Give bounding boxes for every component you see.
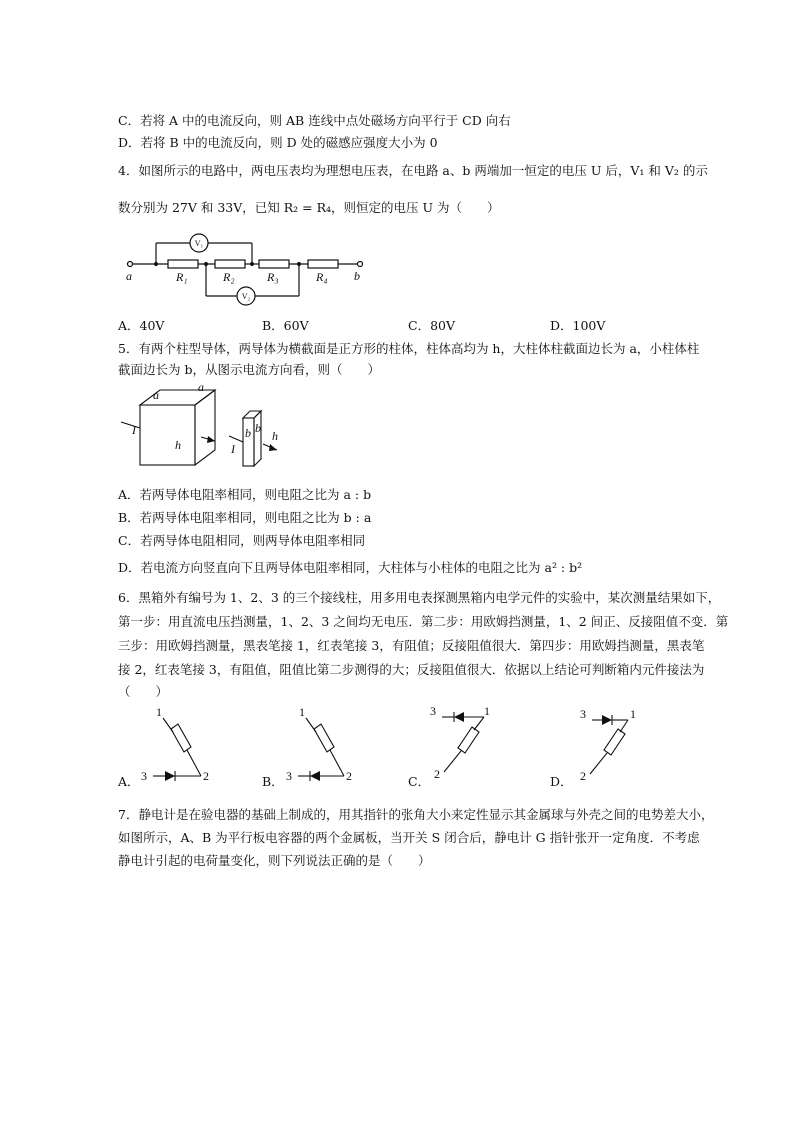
label-h-small: h bbox=[272, 429, 278, 443]
q5-option-b: B．若两导体电阻率相同，则电阻之比为 b : a bbox=[118, 510, 372, 525]
resistor-b bbox=[314, 724, 334, 752]
label-b-side: b bbox=[255, 421, 261, 435]
label-h: h bbox=[175, 438, 181, 452]
q6-figure-b bbox=[282, 702, 352, 788]
label-i: I bbox=[132, 423, 136, 437]
diode-d bbox=[602, 715, 612, 725]
terminal-b bbox=[358, 262, 363, 267]
svg-text:2: 2 bbox=[434, 767, 440, 781]
q5-conductor-diagram bbox=[118, 382, 298, 472]
resistor-r1 bbox=[168, 260, 198, 268]
q7-stem-line2: 如图所示，A、B 为平行板电容器的两个金属板，当开关 S 闭合后，静电计 G 指针张开一定角度．不考虑 bbox=[118, 830, 700, 845]
q6-stem-line4: 接 2，红表笔接 3，有阻值，阻值比第二步测得的大；反接阻值很大．依据以上结论可判断箱内元件接法为 bbox=[118, 662, 705, 677]
terminal-a bbox=[128, 262, 133, 267]
label-r3: R₃ bbox=[267, 270, 279, 284]
svg-text:2: 2 bbox=[580, 769, 586, 783]
label-a: a bbox=[126, 269, 132, 283]
svg-text:1: 1 bbox=[484, 704, 490, 718]
q4-stem-line2: 数分别为 27V 和 33V，已知 R₂ = R₄，则恒定的电压 U 为（ ） bbox=[118, 200, 500, 215]
q4-stem-line1: 4．如图所示的电路中，两电压表均为理想电压表，在电路 a、b 两端加一恒定的电压 U 后，V₁ 和 V₂ 的示 bbox=[118, 163, 708, 178]
svg-text:2: 2 bbox=[203, 769, 209, 783]
q6-figure-a bbox=[135, 702, 209, 788]
q3-option-c: C．若将 A 中的电流反向，则 AB 连线中点处磁场方向平行于 CD 向右 bbox=[118, 113, 511, 128]
q6-option-d-label: D． bbox=[550, 774, 573, 789]
q5-option-a: A．若两导体电阻率相同，则电阻之比为 a : b bbox=[118, 487, 372, 502]
big-cube-side bbox=[195, 390, 215, 465]
label-b-front: b bbox=[245, 426, 251, 440]
q5-stem-line2: 截面边长为 b，从图示电流方向看，则（ ） bbox=[118, 362, 380, 377]
label-r1: R₁ bbox=[176, 270, 188, 284]
svg-text:3: 3 bbox=[580, 707, 586, 721]
q6-stem-line3: 三步：用欧姆挡测量，黑表笔接 1，红表笔接 3，有阻值；反接阻值很大．第四步：用欧姆挡测量，黑表笔 bbox=[118, 638, 705, 653]
q6-option-b-label: B． bbox=[262, 774, 284, 789]
q4-option-d: D．100V bbox=[550, 318, 606, 333]
q6-figure-d bbox=[570, 702, 650, 788]
resistor-r4 bbox=[308, 260, 338, 268]
label-v2: V₂ bbox=[241, 292, 251, 301]
q7-stem-line1: 7．静电计是在验电器的基础上制成的，用其指针的张角大小来定性显示其金属球与外壳之间的电势差大小， bbox=[118, 807, 714, 822]
label-r4: R₄ bbox=[316, 270, 328, 284]
svg-text:3: 3 bbox=[286, 769, 292, 783]
label-a-top: a bbox=[198, 380, 204, 394]
q4-option-b: B．60V bbox=[262, 318, 309, 333]
svg-text:3: 3 bbox=[141, 769, 147, 783]
label-i-small: I bbox=[231, 442, 235, 456]
q4-option-a: A．40V bbox=[118, 318, 165, 333]
svg-text:1: 1 bbox=[156, 705, 162, 719]
big-cube-front bbox=[140, 405, 195, 465]
q5-option-c: C．若两导体电阻相同，则两导体电阻率相同 bbox=[118, 533, 366, 548]
q3-option-d: D．若将 B 中的电流反向，则 D 处的磁感应强度大小为 0 bbox=[118, 135, 438, 150]
label-a-left: a bbox=[153, 388, 159, 402]
svg-text:3: 3 bbox=[430, 704, 436, 718]
resistor-c bbox=[458, 727, 479, 753]
resistor-r3 bbox=[259, 260, 289, 268]
q7-stem-line3: 静电计引起的电荷量变化，则下列说法正确的是（ ） bbox=[118, 853, 431, 868]
label-r2: R₂ bbox=[223, 270, 235, 284]
q6-stem-line1: 6．黑箱外有编号为 1、2、3 的三个接线柱，用多用电表探测黑箱内电学元件的实验中，某次测量结果如下， bbox=[118, 590, 721, 605]
q6-stem-line2: 第一步：用直流电压挡测量，1、2、3 之间均无电压．第二步：用欧姆挡测量，1、2 间正、反接阻值不变．第 bbox=[118, 614, 729, 629]
q6-option-a-label: A． bbox=[118, 774, 140, 789]
q6-stem-line5: （ ） bbox=[118, 684, 169, 699]
q4-circuit-diagram bbox=[118, 226, 378, 308]
q5-option-d: D．若电流方向竖直向下且两导体电阻率相同，大柱体与小柱体的电阻之比为 a² : b² bbox=[118, 560, 583, 575]
resistor-d bbox=[604, 729, 625, 755]
diode-a bbox=[165, 771, 175, 781]
label-v1: V₁ bbox=[194, 239, 204, 248]
svg-text:1: 1 bbox=[630, 707, 636, 721]
q5-stem-line1: 5．有两个柱型导体，两导体为横截面是正方形的柱体，柱体高均为 h，大柱体柱截面边长为 a，小柱体柱 bbox=[118, 341, 700, 356]
q6-option-c-label: C． bbox=[408, 774, 431, 789]
q4-option-c: C．80V bbox=[408, 318, 455, 333]
resistor-r2 bbox=[215, 260, 245, 268]
resistor-a bbox=[171, 724, 191, 752]
svg-text:2: 2 bbox=[346, 769, 352, 783]
diode-b bbox=[310, 771, 320, 781]
q6-figure-c bbox=[424, 700, 504, 786]
label-b: b bbox=[354, 269, 360, 283]
diode-c bbox=[454, 712, 464, 722]
svg-text:1: 1 bbox=[299, 705, 305, 719]
